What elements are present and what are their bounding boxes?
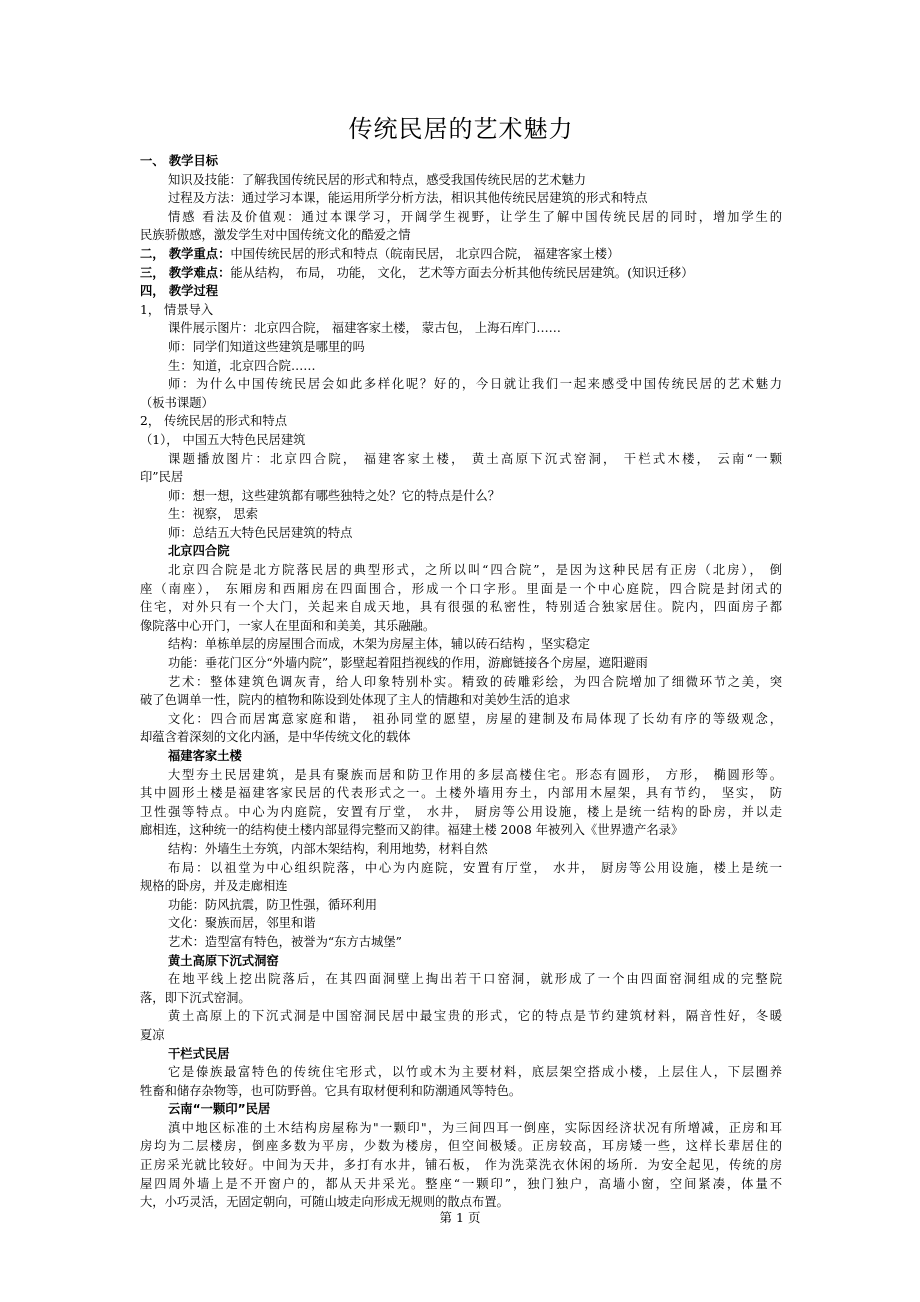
text-line: 1， 情景导入 xyxy=(140,302,214,317)
page-footer: 第 1 页 xyxy=(439,1210,481,1225)
text-line: 却蕴含着深刻的文化内涵，是中华传统文化的载体 xyxy=(140,730,411,745)
text-line: 屋四周外墙上是不开窗户的，都从天井采光。整座“一颗印”，独门独户，高墙小窗，空间紧凑，体量不 xyxy=(140,1176,782,1191)
text-line: 结构：外墙生土夯筑，内部木架结构，利用地势，材料自然 xyxy=(168,841,488,856)
text-line: 师：想一想，这些建筑都有哪些独特之处？它的特点是什么？ xyxy=(168,488,501,503)
text-line: 房均为二层楼房，倒座多数为平房，少数为楼房，但空间极矮。正房较高，耳房矮一些，这样长辈居住的 xyxy=(140,1139,782,1154)
text-line: 师：总结五大特色民居建筑的特点 xyxy=(168,525,353,540)
text-line: 印”民居 xyxy=(140,470,184,485)
text-line: 课件展示图片：北京四合院， 福建客家土楼， 蒙古包， 上海石库门…… xyxy=(168,321,561,336)
text-line: 干栏式民居 xyxy=(168,1046,230,1061)
text-line: 破了色调单一性，院内的植物和陈设到处体现了主人的情趣和对美妙生活的追求 xyxy=(140,693,571,708)
text-line: 正房采光就比较好。中间为天井，多打有水井，铺石板， 作为洗菜洗衣休闲的场所．为安全起见，传统的房 xyxy=(140,1158,782,1173)
text-line: 结构：单栋单层的房屋围合而成，木架为房屋主体，辅以砖石结构 ，坚实稳定 xyxy=(168,637,591,652)
text-line: 二， 教学重点：中国传统民居的形式和特点（皖南民居， 北京四合院， 福建客家土楼） xyxy=(140,246,620,261)
page-title: 传统民居的艺术魅力 xyxy=(348,115,574,143)
text-line: 云南“一颗印”民居 xyxy=(168,1102,271,1117)
text-line: 像院落中心开门，一家人在里面和和美美，其乐融融。 xyxy=(140,618,436,633)
text-line: （1）， 中国五大特色民居建筑 xyxy=(140,432,306,447)
text-line: 功能：垂花门区分“外墙内院”，影壁起着阻挡视线的作用，游廊链接各个房屋，遮阳避雨 xyxy=(168,656,648,671)
text-line: 夏凉 xyxy=(140,1027,165,1042)
text-line: 其中圆形土楼是福建客家民居的代表形式之一。土楼外墙用夯土，内部用木屋架，具有节约， 坚实， 防 xyxy=(140,786,782,801)
text-line: （板书课题） xyxy=(140,395,214,410)
text-line: 文化：四合而居寓意家庭和谐， 祖孙同堂的愿望，房屋的建制及布局体现了长幼有序的等级观念， xyxy=(168,711,782,726)
text-line: 黄土高原下沉式洞窑 xyxy=(168,953,279,968)
text-line: 师：同学们知道这些建筑是哪里的吗 xyxy=(168,339,365,354)
text-line: 情感 看法及价值观：通过本课学习，开阔学生视野，让学生了解中国传统民居的同时，增加学生的 xyxy=(168,209,782,224)
text-line: 廊相连，这种统一的结构使土楼内部显得完整而又韵律。福建土楼 2008 年被列入《世界遗产名录》 xyxy=(140,823,684,838)
text-line: 它是傣族最富特色的传统住宅形式，以竹或木为主要材料，底层架空搭成小楼，上层住人，下层圈养 xyxy=(168,1065,782,1080)
text-line: 北京四合院 xyxy=(168,544,230,559)
text-line: 一、 教学目标 xyxy=(140,154,219,168)
text-line: 师：为什么中国传统民居会如此多样化呢？好的，今日就让我们一起来感受中国传统民居的艺术魅力 xyxy=(168,377,782,392)
text-line: 四， 教学过程 xyxy=(140,284,219,299)
text-line: 2， 传统民居的形式和特点 xyxy=(140,414,287,429)
text-line: 艺术：造型富有特色，被誉为“东方古城堡” xyxy=(168,934,402,949)
text-line: 住宅，对外只有一个大门，关起来自成天地，具有很强的私密性，特别适合独家居住。院内，四面房子都 xyxy=(140,600,782,615)
text-line: 生：视察， 思索 xyxy=(168,507,258,522)
text-line: 滇中地区标准的土木结构房屋称为"一颗印"，为三间四耳一倒座，实际因经济状况有所增减，正房和耳 xyxy=(168,1120,782,1135)
section-label: 二， 教学重点： xyxy=(140,246,231,261)
text-line: 在地平线上挖出院落后，在其四面洞壁上掏出若干口窑洞，就形成了一个由四面窑洞组成的完整院 xyxy=(168,972,782,987)
text-line: 过程及方法：通过学习本课，能运用所学分析方法，相识其他传统民居建筑的形式和特点 xyxy=(168,191,648,206)
text-line: 文化：聚族而居，邻里和谐 xyxy=(168,916,316,931)
document-body xyxy=(140,152,782,1212)
text-line: 牲畜和储存杂物等，也可防野兽。它具有取材便利和防潮通风等特色。 xyxy=(140,1083,522,1098)
text-line: 功能：防风抗震，防卫性强，循环利用 xyxy=(168,897,378,912)
text-line: 三， 教学难点：能从结构， 布局， 功能， 文化， 艺术等方面去分析其他传统民居建筑。(知识迁移） xyxy=(140,265,694,280)
text-line: 卫性强等特点。中心为内庭院，安置有厅堂， 水井， 厨房等公用设施，楼上是统一结构的卧房，并以走 xyxy=(140,804,782,819)
text-line: 福建客家土楼 xyxy=(168,749,242,763)
text-line: 生：知道，北京四合院…… xyxy=(168,358,316,373)
text-line: 规格的卧房，并及走廊相连 xyxy=(140,879,288,894)
text-line: 座（南座）， 东厢房和西厢房在四面围合，形成一个口字形。里面是一个中心庭院，四合院是封闭式的 xyxy=(140,581,782,596)
text-line: 大，小巧灵活，无固定朝向，可随山坡走向形成无规则的散点布置。 xyxy=(140,1195,509,1210)
text-line: 北京四合院是北方院落民居的典型形式，之所以叫“四合院”，是因为这种民居有正房（北房）， 倒 xyxy=(168,563,782,578)
text-line: 民族骄傲感，激发学生对中国传统文化的酷爱之情 xyxy=(140,228,411,243)
text-line: 艺术：整体建筑色调灰青，给人印象特别朴实。精致的砖雕彩绘，为四合院增加了细微环节之美，突 xyxy=(168,674,782,689)
text-line: 大型夯土民居建筑，是具有聚族而居和防卫作用的多层高楼住宅。形态有圆形， 方形， 椭圆形等。 xyxy=(168,767,782,782)
text-line: 知识及技能：了解我国传统民居的形式和特点，感受我国传统民居的艺术魅力 xyxy=(168,172,587,187)
section-label: 三， 教学难点： xyxy=(140,265,231,280)
text-line: 落，即下沉式窑洞。 xyxy=(140,990,251,1005)
text-line: 布局：以祖堂为中心组织院落，中心为内庭院，安置有厅堂， 水井， 厨房等公用设施，楼上是统一 xyxy=(168,860,782,875)
text-line: 黄土高原上的下沉式洞是中国窑洞民居中最宝贵的形式，它的特点是节约建筑材料，隔音性好，冬暖 xyxy=(168,1009,782,1024)
text-line: 课题播放图片：北京四合院， 福建客家土楼， 黄土高原下沉式窑洞， 干栏式木楼， 云南“一颗 xyxy=(168,451,782,466)
